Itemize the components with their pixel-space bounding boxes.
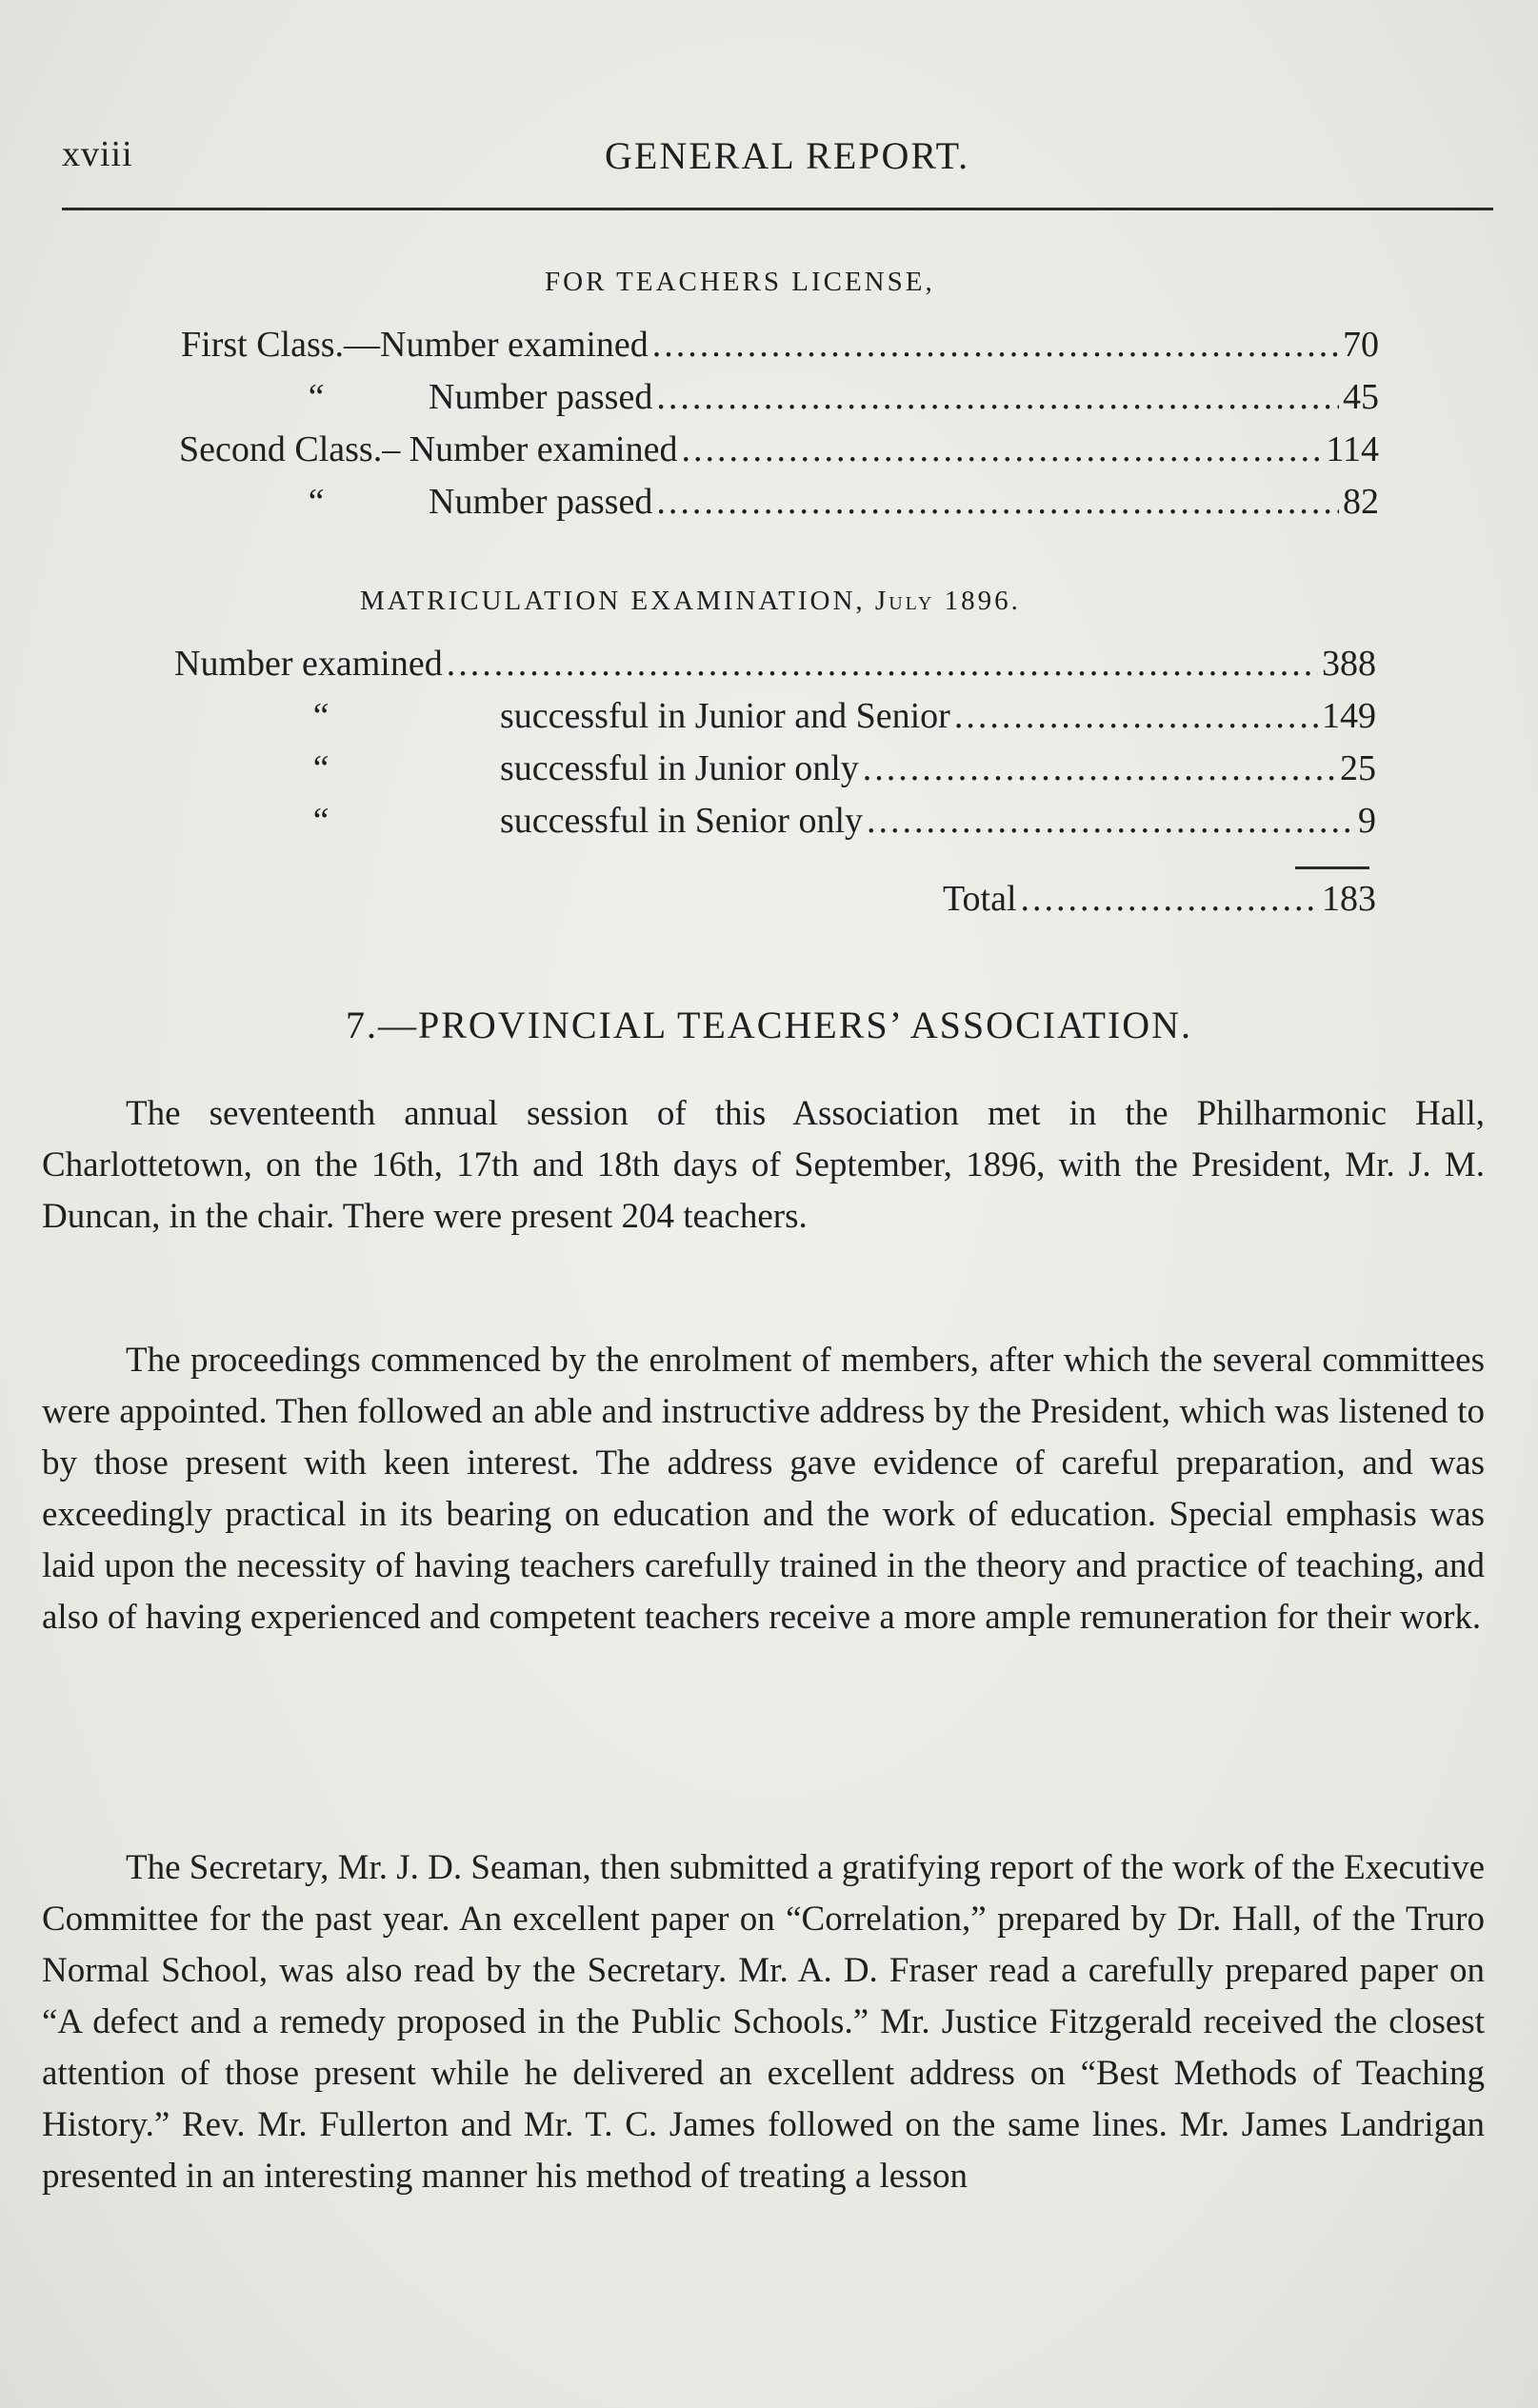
- row-label: successful in Junior only: [500, 748, 859, 788]
- row-label: successful in Junior and Senior: [500, 696, 950, 736]
- ditto-mark: “: [305, 482, 326, 522]
- row-label: Number passed: [429, 482, 653, 522]
- row-label: successful in Senior only: [500, 801, 864, 841]
- row-label: Number examined: [174, 644, 443, 684]
- leader-dots: [863, 747, 1336, 789]
- row-value: 9: [1358, 801, 1376, 841]
- sum-rule: [1295, 866, 1369, 869]
- header-rule: [62, 208, 1493, 210]
- matriculation-heading: MATRICULATION EXAMINATION, July 1896.: [360, 586, 1021, 616]
- ditto-mark: “: [310, 696, 330, 736]
- ditto-mark: “: [310, 748, 330, 788]
- row-value: 70: [1343, 325, 1379, 365]
- body-paragraph: The seventeenth annual session of this Association met in the Philharmonic Hall, Charlottetown, on the 16th, 17th and 18th days of September, 1896, with the President, Mr. J. M. Duncan, in the chair. There were present 204 teachers.: [42, 1094, 1485, 1236]
- license-heading: FOR TEACHERS LICENSE,: [545, 267, 935, 297]
- leader-dots: [954, 695, 1318, 737]
- body-paragraph: The proceedings commenced by the enrolment of members, after which the several committees were appointed. Then followed an able and instructive address by the President, which was listened to by those present with keen interest. The address gave evidence of careful preparation, and was exceedingly practical in its bearing on education and the work of education. Special emphasis was laid upon the necessity of having teachers carefully trained in the theory and practice of teaching, and also of having experienced and competent teachers receive a more ample remuneration for their work.: [42, 1341, 1485, 1637]
- page-number: xviii: [62, 134, 133, 174]
- leader-dots: [656, 376, 1339, 418]
- leader-dots: [447, 643, 1318, 685]
- total-label: Total: [943, 879, 1017, 919]
- total-value: 183: [1322, 879, 1376, 919]
- row-value: 114: [1326, 429, 1379, 469]
- page-header: [62, 133, 1490, 190]
- ditto-mark: “: [305, 377, 326, 417]
- body-paragraph: The Secretary, Mr. J. D. Seaman, then submitted a gratifying report of the work of the Executive Committee for the past year. An excellent paper on “Correlation,” prepared by Dr. Hall, of the Truro Normal School, was also read by the Secretary. Mr. A. D. Fraser read a carefully prepared paper on “A defect and a remedy proposed in the Public Schools.” Mr. Justice Fitzgerald received the closest attention of those present while he delivered an excellent address on “Best Methods of Teaching History.” Rev. Mr. Fullerton and Mr. T. C. James followed on the same lines. Mr. James Landrigan presented in an interesting manner his method of treating a lesson: [42, 1848, 1485, 2196]
- running-title: GENERAL REPORT.: [605, 134, 970, 177]
- license-row: [305, 376, 1379, 426]
- leader-dots: [656, 481, 1339, 523]
- row-label: Second Class.– Number examined: [179, 429, 678, 469]
- row-value: 388: [1322, 644, 1376, 684]
- matriculation-row: [310, 747, 1376, 797]
- ditto-mark: “: [310, 801, 330, 841]
- leader-dots: [867, 800, 1354, 842]
- matriculation-row: [310, 695, 1376, 745]
- leader-dots: [1021, 878, 1318, 920]
- leader-dots: [681, 428, 1322, 470]
- matriculation-row: [174, 643, 1376, 692]
- matriculation-total-row: [943, 878, 1376, 927]
- license-row: [305, 481, 1379, 530]
- leader-dots: [652, 324, 1339, 366]
- section-title: 7.—PROVINCIAL TEACHERS’ ASSOCIATION.: [345, 1004, 1193, 1046]
- license-row: [179, 428, 1379, 478]
- row-label: Number passed: [429, 377, 653, 417]
- row-value: 25: [1340, 748, 1376, 788]
- row-value: 82: [1343, 482, 1379, 522]
- license-row: [181, 324, 1379, 373]
- matriculation-row: [310, 800, 1376, 849]
- row-value: 45: [1343, 377, 1379, 417]
- row-label: First Class.—Number examined: [181, 325, 649, 365]
- row-value: 149: [1322, 696, 1376, 736]
